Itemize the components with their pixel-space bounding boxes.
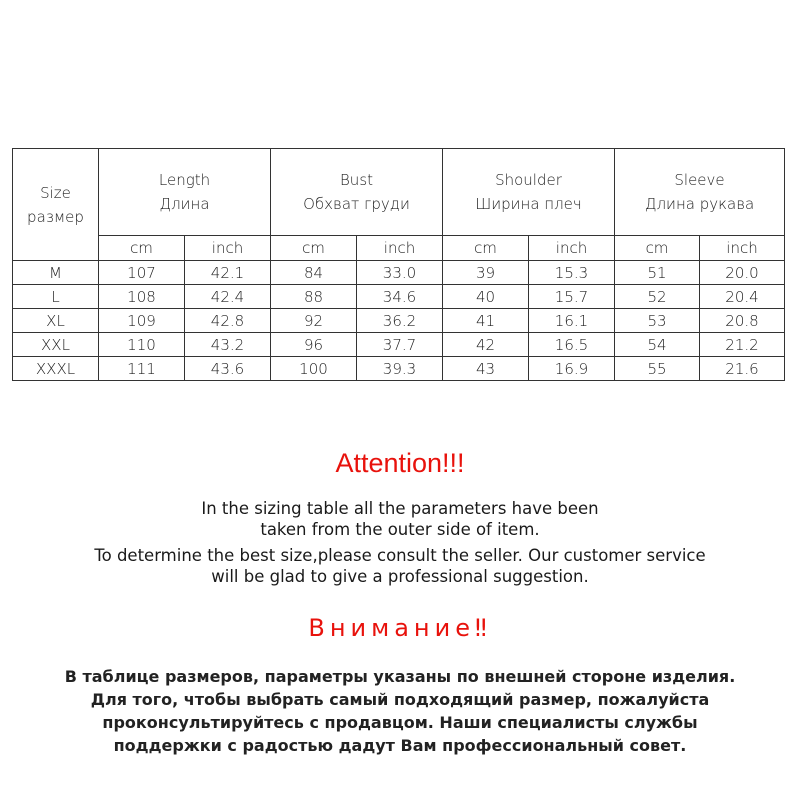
table-cell: 20.8 — [700, 309, 785, 333]
table-cell: 41 — [443, 309, 529, 333]
table-cell: 40 — [443, 285, 529, 309]
size-cell: M — [13, 261, 99, 285]
table-cell: 16.5 — [529, 333, 615, 357]
size-header-ru: размер — [27, 207, 84, 226]
notice-line: In the sizing table all the parameters have been — [201, 499, 599, 518]
unit-cell: cm — [615, 236, 700, 261]
size-cell: L — [13, 285, 99, 309]
table-cell: 21.2 — [700, 333, 785, 357]
table-cell: 108 — [99, 285, 185, 309]
table-cell: 84 — [271, 261, 357, 285]
table-cell: 92 — [271, 309, 357, 333]
shoulder-header-en: Shoulder — [495, 171, 562, 189]
table-row-xxl — [13, 333, 785, 357]
unit-cell: cm — [271, 236, 357, 261]
notice-line: To determine the best size,please consult the seller. Our customer service — [94, 546, 706, 565]
notice-ru-paragraph — [0, 665, 800, 757]
table-cell: 15.7 — [529, 285, 615, 309]
size-cell: XXL — [13, 333, 99, 357]
unit-cell: inch — [185, 236, 271, 261]
table-cell: 88 — [271, 285, 357, 309]
table-cell: 15.3 — [529, 261, 615, 285]
size-column-header — [13, 149, 99, 261]
table-row-m — [13, 261, 785, 285]
unit-cell: inch — [357, 236, 443, 261]
notice-line: проконсультируйтесь с продавцом. Наши специалисты службы — [102, 713, 698, 732]
table-cell: 43.2 — [185, 333, 271, 357]
table-cell: 42 — [443, 333, 529, 357]
table-cell: 16.9 — [529, 357, 615, 381]
table-cell: 39 — [443, 261, 529, 285]
table-cell: 34.6 — [357, 285, 443, 309]
size-cell: XL — [13, 309, 99, 333]
unit-cell: cm — [443, 236, 529, 261]
table-cell: 42.1 — [185, 261, 271, 285]
vnimanie-title: Внимание‼ — [308, 614, 492, 642]
notice-line: поддержки с радостью дадут Вам профессиональный совет. — [113, 736, 687, 755]
table-cell: 39.3 — [357, 357, 443, 381]
notice-line: taken from the outer side of item. — [260, 520, 540, 539]
table-cell: 43 — [443, 357, 529, 381]
table-cell: 51 — [615, 261, 700, 285]
unit-cell: inch — [700, 236, 785, 261]
table-cell: 53 — [615, 309, 700, 333]
size-cell: XXXL — [13, 357, 99, 381]
sleeve-column-header — [615, 149, 785, 236]
length-header-en: Length — [158, 171, 211, 189]
table-cell: 109 — [99, 309, 185, 333]
table-cell: 111 — [99, 357, 185, 381]
notice-en-paragraph-2 — [0, 545, 800, 587]
shoulder-column-header — [443, 149, 615, 236]
notice-line: will be glad to give a professional suggestion. — [211, 567, 589, 586]
table-cell: 42.4 — [185, 285, 271, 309]
shoulder-header-ru: Ширина плеч — [475, 195, 582, 213]
table-header-row — [13, 149, 785, 236]
table-cell: 21.6 — [700, 357, 785, 381]
table-cell: 107 — [99, 261, 185, 285]
size-chart-table — [12, 148, 785, 381]
unit-cell: inch — [529, 236, 615, 261]
sleeve-header-en: Sleeve — [674, 171, 725, 189]
table-cell: 54 — [615, 333, 700, 357]
unit-row — [13, 236, 785, 261]
table-cell: 33.0 — [357, 261, 443, 285]
table-cell: 52 — [615, 285, 700, 309]
table-cell: 100 — [271, 357, 357, 381]
table-row-xl — [13, 309, 785, 333]
table-cell: 55 — [615, 357, 700, 381]
notice-en-paragraph-1 — [0, 498, 800, 540]
table-row-xxxl — [13, 357, 785, 381]
notice-line: В таблице размеров, параметры указаны по внешней стороне изделия. — [64, 667, 736, 686]
table-cell: 20.0 — [700, 261, 785, 285]
table-cell: 96 — [271, 333, 357, 357]
table-cell: 16.1 — [529, 309, 615, 333]
table-cell: 43.6 — [185, 357, 271, 381]
bust-column-header — [271, 149, 443, 236]
table-cell: 42.8 — [185, 309, 271, 333]
bust-header-en: Bust — [339, 171, 374, 189]
length-column-header — [99, 149, 271, 236]
size-header-en: Size — [40, 183, 71, 202]
unit-cell: cm — [99, 236, 185, 261]
table-cell: 20.4 — [700, 285, 785, 309]
table-row-l — [13, 285, 785, 309]
bust-header-ru: Обхват груди — [303, 195, 410, 213]
table-cell: 37.7 — [357, 333, 443, 357]
attention-title: Attention!!! — [335, 448, 465, 478]
notice-line: Для того, чтобы выбрать самый подходящий размер, пожалуйста — [90, 690, 710, 709]
table-cell: 110 — [99, 333, 185, 357]
sleeve-header-ru: Длина рукава — [644, 195, 755, 213]
length-header-ru: Длина — [159, 195, 210, 213]
table-cell: 36.2 — [357, 309, 443, 333]
